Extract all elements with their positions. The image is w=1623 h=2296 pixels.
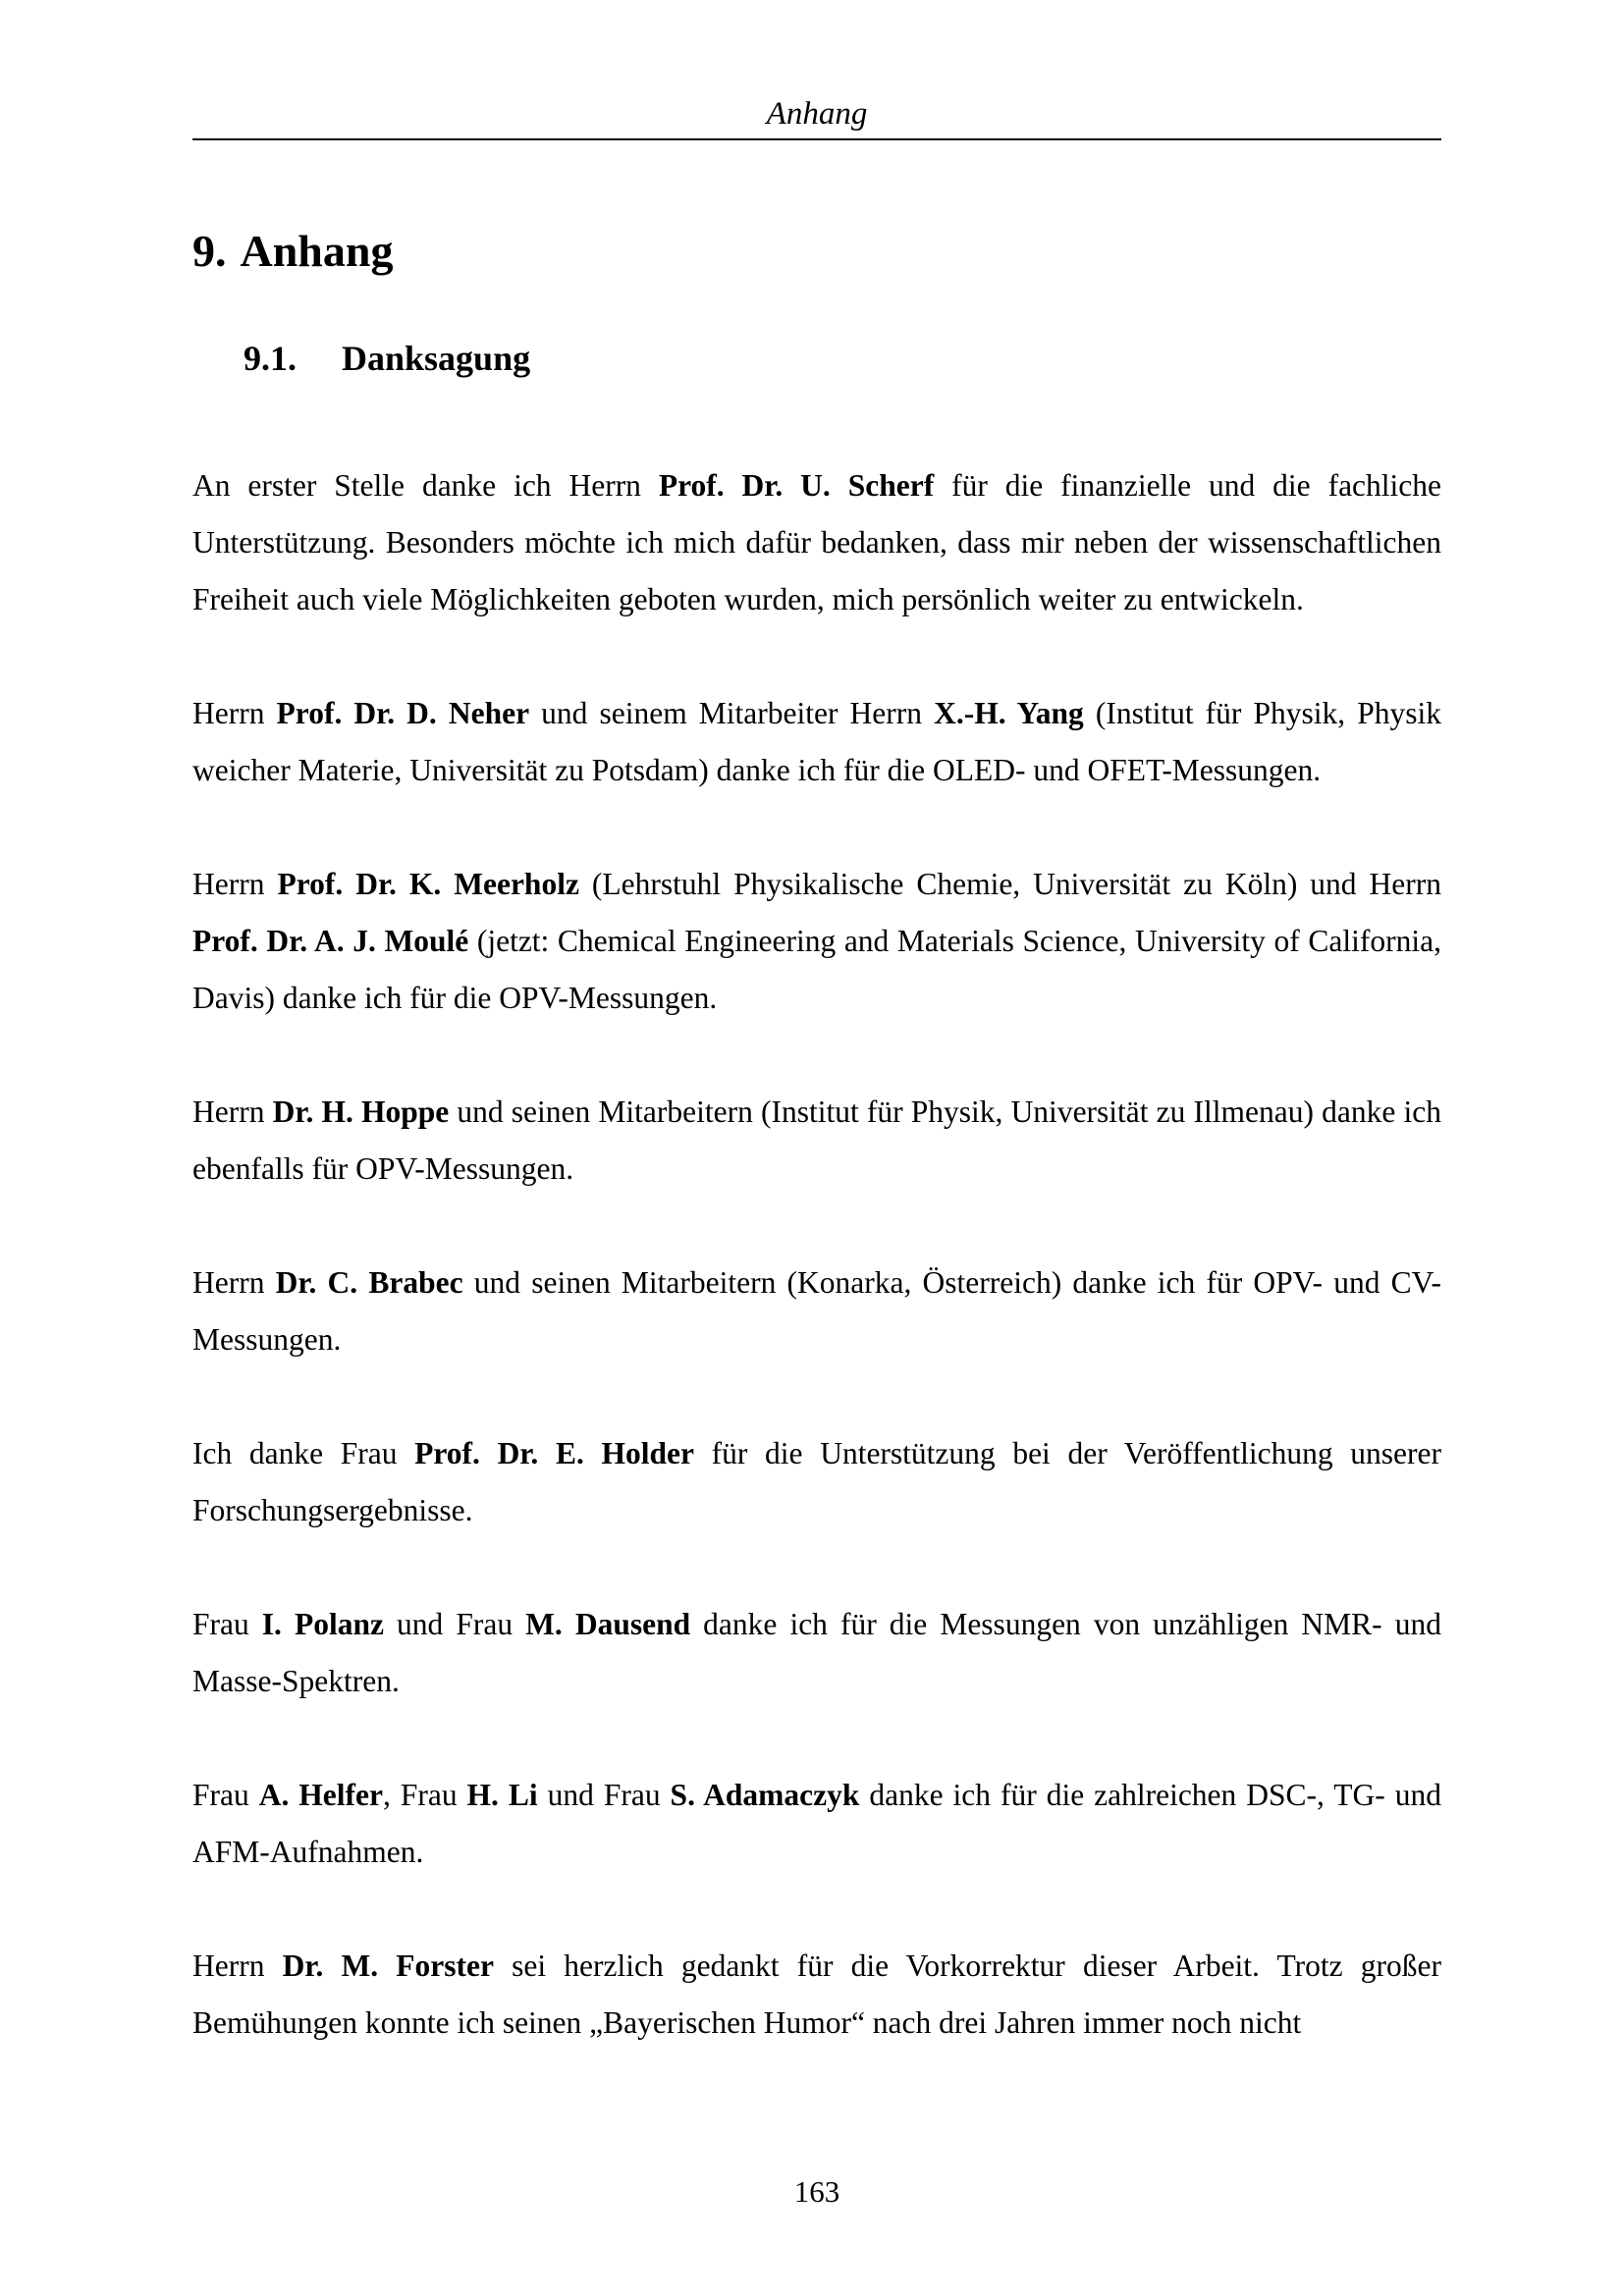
paragraph — [192, 1767, 1441, 1881]
bold-name: Dr. C. Brabec — [275, 1265, 463, 1300]
chapter-title-text: Anhang — [240, 226, 394, 276]
bold-name: S. Adamaczyk — [670, 1778, 860, 1812]
paragraph-text: und seinem Mitarbeiter Herrn — [529, 696, 935, 730]
paragraph-text: Frau — [192, 1778, 259, 1812]
paragraph-text: Ich danke Frau — [192, 1436, 415, 1470]
bold-name: Prof. Dr. A. J. Moulé — [192, 924, 469, 958]
paragraph — [192, 1425, 1441, 1539]
section-number: 9.1. — [243, 339, 297, 378]
paragraph — [192, 856, 1441, 1027]
section-title-text: Danksagung — [342, 339, 531, 378]
paragraph — [192, 1084, 1441, 1198]
bold-name: A. Helfer — [258, 1778, 383, 1812]
bold-name: M. Dausend — [525, 1607, 691, 1641]
paragraph-text: (jetzt: Chemical Engineering and Materials Science, University of California, Davis) danke ich für die OPV-Messungen. — [192, 924, 1441, 1015]
paragraph-text: (Lehrstuhl Physikalische Chemie, Universität zu Köln) und Herrn — [578, 867, 1441, 901]
paragraph-text: Herrn — [192, 1095, 273, 1129]
paragraph-text: danke ich für die zahlreichen DSC-, TG- und AFM-Aufnahmen. — [192, 1778, 1441, 1869]
bold-name: X.-H. Yang — [934, 696, 1084, 730]
paragraph-text: Herrn — [192, 1949, 283, 1983]
header-rule — [192, 138, 1441, 140]
chapter-title — [192, 224, 393, 279]
bold-name: I. Polanz — [261, 1607, 384, 1641]
running-header: Anhang — [766, 96, 868, 132]
paragraph — [192, 1596, 1441, 1710]
section-title — [243, 337, 530, 380]
paragraph-text: Herrn — [192, 867, 278, 901]
paragraph — [192, 685, 1441, 799]
bold-name: Prof. Dr. U. Scherf — [658, 468, 935, 503]
paragraph-text: und Frau — [537, 1778, 671, 1812]
acknowledgements-body — [192, 457, 1441, 2052]
paragraph-text: und seinen Mitarbeitern (Institut für Physik, Universität zu Illmenau) danke ich ebenfalls für OPV-Messungen. — [192, 1095, 1441, 1186]
paragraph-text: , Frau — [383, 1778, 467, 1812]
paragraph-text: und seinen Mitarbeitern (Konarka, Österreich) danke ich für OPV- und CV-Messungen. — [192, 1265, 1442, 1357]
paragraph — [192, 1255, 1441, 1368]
paragraph — [192, 1938, 1441, 2052]
paragraph-text: Herrn — [192, 696, 277, 730]
bold-name: Prof. Dr. K. Meerholz — [277, 867, 579, 901]
page-number: 163 — [793, 2174, 840, 2209]
chapter-number: 9. — [192, 226, 227, 276]
bold-name: Prof. Dr. D. Neher — [276, 696, 530, 730]
paragraph-text: danke ich für die Messungen von unzähligen NMR- und Masse-Spektren. — [192, 1607, 1441, 1698]
paragraph-text: An erster Stelle danke ich Herrn — [192, 468, 659, 503]
paragraph — [192, 457, 1441, 628]
paragraph-text: und Frau — [383, 1607, 526, 1641]
paragraph-text: (Institut für Physik, Physik weicher Materie, Universität zu Potsdam) danke ich für die OLED- und OFET-Messungen. — [192, 696, 1441, 787]
bold-name: Dr. M. Forster — [282, 1949, 494, 1983]
bold-name: Prof. Dr. E. Holder — [414, 1436, 694, 1470]
paragraph-text: sei herzlich gedankt für die Vorkorrektur dieser Arbeit. Trotz großer Bemühungen konnte ich seinen „Bayerischen Humor“ nach drei Jahren immer noch nicht — [192, 1949, 1441, 2040]
bold-name: H. Li — [466, 1778, 538, 1812]
paragraph-text: Herrn — [192, 1265, 276, 1300]
bold-name: Dr. H. Hoppe — [272, 1095, 450, 1129]
paragraph-text: Frau — [192, 1607, 262, 1641]
paragraph-text: für die Unterstützung bei der Veröffentlichung unserer Forschungsergebnisse. — [192, 1436, 1441, 1527]
paragraph-text: für die finanzielle und die fachliche Unterstützung. Besonders möchte ich mich dafür bedanken, dass mir neben der wissenschaftlichen Freiheit auch viele Möglichkeiten geboten wurden, mich persönlich weiter zu entwickeln. — [192, 468, 1442, 616]
